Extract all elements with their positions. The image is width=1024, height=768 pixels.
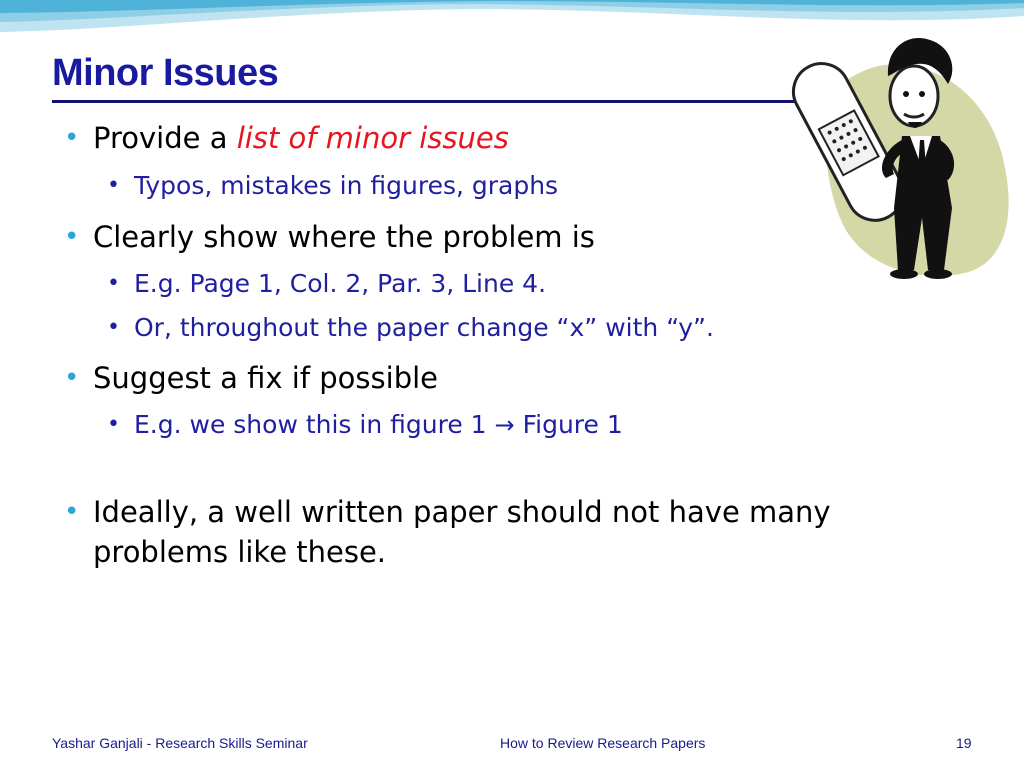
title-underline	[52, 100, 822, 103]
arrow-right-icon: →	[494, 411, 515, 439]
bullet-text: list of minor issues	[236, 121, 509, 155]
bullet-text: E.g. we show this in figure 1	[134, 410, 495, 439]
bandage-man-illustration	[790, 18, 1018, 290]
slide-title: Minor Issues	[52, 52, 279, 94]
bullet-text: Clearly show where the problem is	[93, 220, 595, 254]
sub-bullet-dot-icon: •	[107, 412, 120, 437]
bullet-dot-icon: •	[64, 123, 80, 153]
bullet-text: Ideally, a well written paper should not have many problems like these.	[93, 495, 831, 569]
sub-bullet-item	[62, 407, 942, 443]
bullet-text: Or, throughout the paper change “x” with “y”.	[134, 313, 714, 342]
bullet-text: Suggest a fix if possible	[93, 361, 438, 395]
bullet-text: Figure 1	[514, 410, 623, 439]
bullet-dot-icon: •	[64, 497, 80, 527]
footer-presentation-title: How to Review Research Papers	[500, 735, 706, 751]
sub-bullet-dot-icon: •	[107, 271, 120, 296]
bullet-text: E.g. Page 1, Col. 2, Par. 3, Line 4.	[134, 269, 547, 298]
bullet-item	[62, 358, 942, 398]
bullet-text: Provide a	[93, 121, 237, 155]
sub-bullet-dot-icon: •	[107, 315, 120, 340]
sub-bullet-dot-icon: •	[107, 173, 120, 198]
footer-author: Yashar Ganjali - Research Skills Seminar	[52, 735, 308, 751]
sub-bullet-item	[62, 310, 942, 346]
bullet-dot-icon: •	[64, 363, 80, 393]
bullet-text: Typos, mistakes in figures, graphs	[134, 171, 559, 200]
footer-page-number: 19	[956, 735, 972, 751]
bullet-item	[62, 492, 942, 572]
bullet-dot-icon: •	[64, 222, 80, 252]
